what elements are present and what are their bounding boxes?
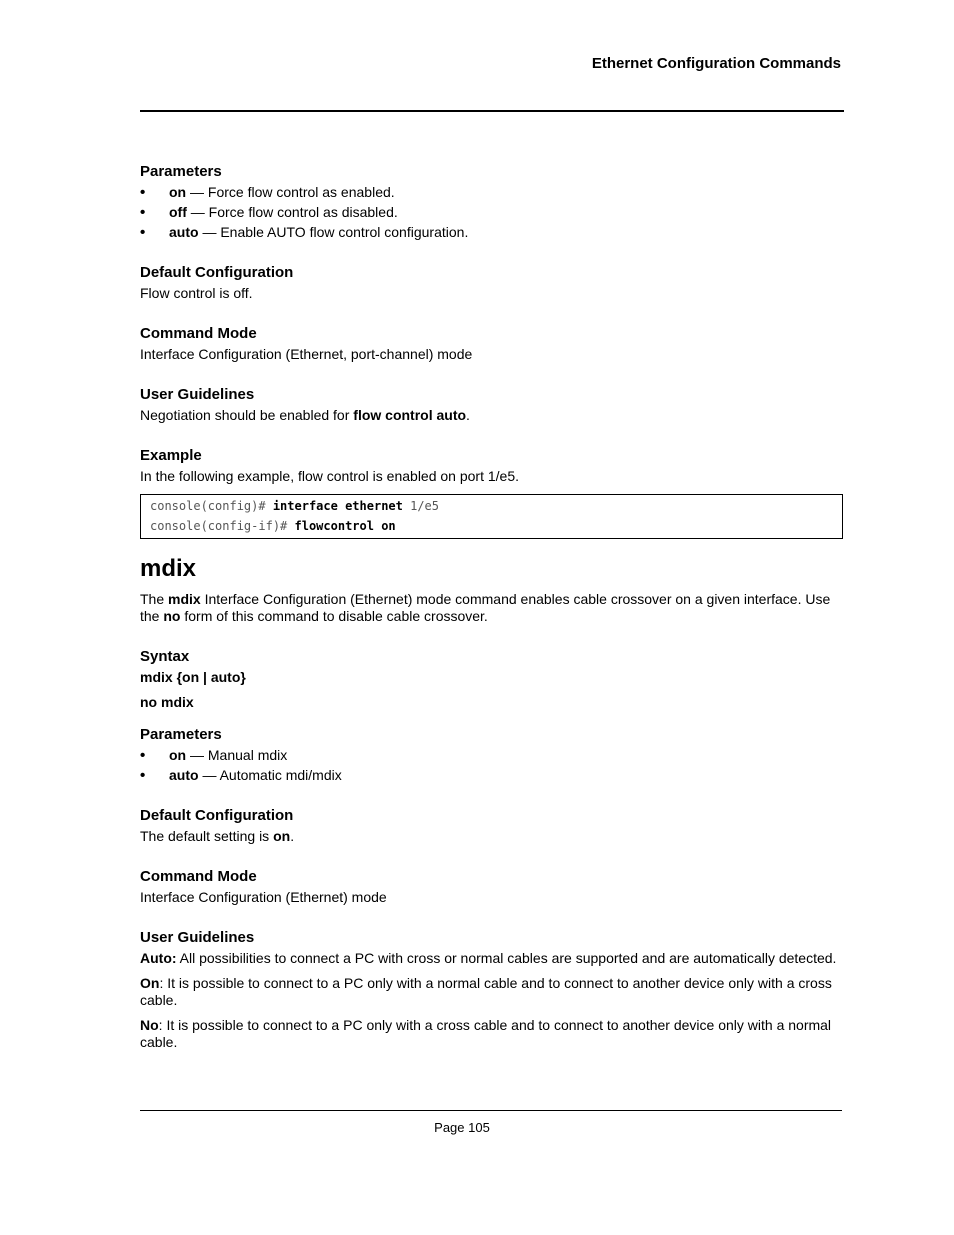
text-run: form of this command to disable cable crossover. [180, 608, 488, 624]
text-run: : It is possible to connect to a PC only with a normal cable and to connect to another device only with a cross cable. [140, 975, 832, 1008]
guideline-paragraph [140, 1017, 843, 1051]
section-heading: Default Configuration [140, 807, 294, 824]
fc-parameters-section [140, 163, 843, 241]
body-text [140, 828, 843, 845]
bold-run: On [140, 975, 160, 991]
text-run: Interface Configuration (Ethernet) mode command enables cable crossover on a given interface. Use the [140, 591, 831, 624]
fc-mode-section [140, 325, 843, 363]
syntax-line: mdix {on | auto} [140, 669, 246, 685]
list-item [140, 204, 843, 221]
body-text [140, 591, 843, 625]
code-line [150, 496, 833, 516]
fc-example-section [140, 447, 843, 539]
mdix-guidelines-section [140, 929, 843, 1051]
param-desc: — Automatic mdi/mdix [198, 767, 342, 783]
section-heading: Default Configuration [140, 264, 294, 281]
section-heading: User Guidelines [140, 386, 255, 403]
section-heading: Parameters [140, 726, 222, 743]
section-heading: Command Mode [140, 325, 257, 342]
code-line [150, 516, 833, 536]
param-desc: — Enable AUTO flow control configuration. [198, 224, 469, 240]
list-item [140, 747, 843, 764]
param-desc: — Force flow control as disabled. [186, 204, 398, 220]
body-text [140, 407, 843, 424]
body-text: In the following example, flow control is enabled on port 1/e5. [140, 468, 520, 484]
section-heading: Syntax [140, 648, 190, 665]
bold-run: no [163, 608, 181, 624]
section-heading: Command Mode [140, 868, 257, 885]
code-box [140, 494, 843, 539]
footer-rule [140, 1110, 842, 1111]
body-text: Flow control is off. [140, 285, 253, 301]
body-text: Interface Configuration (Ethernet, port-channel) mode [140, 346, 473, 362]
page-content [140, 163, 843, 1059]
text-run: . [290, 828, 295, 844]
guideline-paragraph [140, 975, 843, 1009]
param-desc: — Force flow control as enabled. [186, 184, 395, 200]
mdix-parameters-section [140, 726, 843, 784]
param-key: off [169, 204, 187, 220]
mdix-syntax-section [140, 648, 843, 711]
running-header: Ethernet Configuration Commands [591, 55, 841, 72]
text-run: . [466, 407, 470, 423]
text-run: The default setting is [140, 828, 274, 844]
code-command: flowcontrol on [294, 519, 396, 533]
bold-run: flow control auto [353, 407, 467, 423]
fc-guidelines-section [140, 386, 843, 424]
text-run: : It is possible to connect to a PC only with a cross cable and to connect to another device only with a normal cable. [140, 1017, 832, 1050]
code-command: interface ethernet [272, 499, 403, 513]
list-item [140, 184, 843, 201]
parameter-list [140, 747, 843, 784]
list-item [140, 224, 843, 241]
syntax-line: no mdix [140, 694, 194, 710]
guideline-paragraph [140, 950, 843, 967]
bold-run: Auto: [140, 950, 177, 966]
param-key: auto [169, 224, 199, 240]
section-heading: Example [140, 447, 202, 464]
list-item [140, 767, 843, 784]
code-argument: 1/e5 [402, 499, 439, 513]
mdix-mode-section [140, 868, 843, 906]
code-prompt: console(config-if)# [150, 519, 295, 533]
code-prompt: console(config)# [150, 499, 273, 513]
param-key: on [169, 747, 187, 763]
mdix-intro-section [140, 591, 843, 625]
param-key: on [169, 184, 187, 200]
section-heading: User Guidelines [140, 929, 255, 946]
param-key: auto [169, 767, 199, 783]
mdix-default-section [140, 807, 843, 845]
text-run: All possibilities to connect a PC with cross or normal cables are supported and are automatically detected. [176, 950, 837, 966]
fc-default-section [140, 264, 843, 302]
body-text: Interface Configuration (Ethernet) mode [140, 889, 387, 905]
page-number: Page 105 [434, 1120, 490, 1135]
mdix-command-title: mdix [140, 555, 197, 582]
bold-run: mdix [168, 591, 201, 607]
parameter-list [140, 184, 843, 241]
param-desc: — Manual mdix [186, 747, 288, 763]
text-run: Negotiation should be enabled for [140, 407, 354, 423]
text-run: The [140, 591, 169, 607]
bold-run: on [273, 828, 291, 844]
bold-run: No [140, 1017, 159, 1033]
header-rule [140, 110, 844, 112]
section-heading: Parameters [140, 163, 222, 180]
